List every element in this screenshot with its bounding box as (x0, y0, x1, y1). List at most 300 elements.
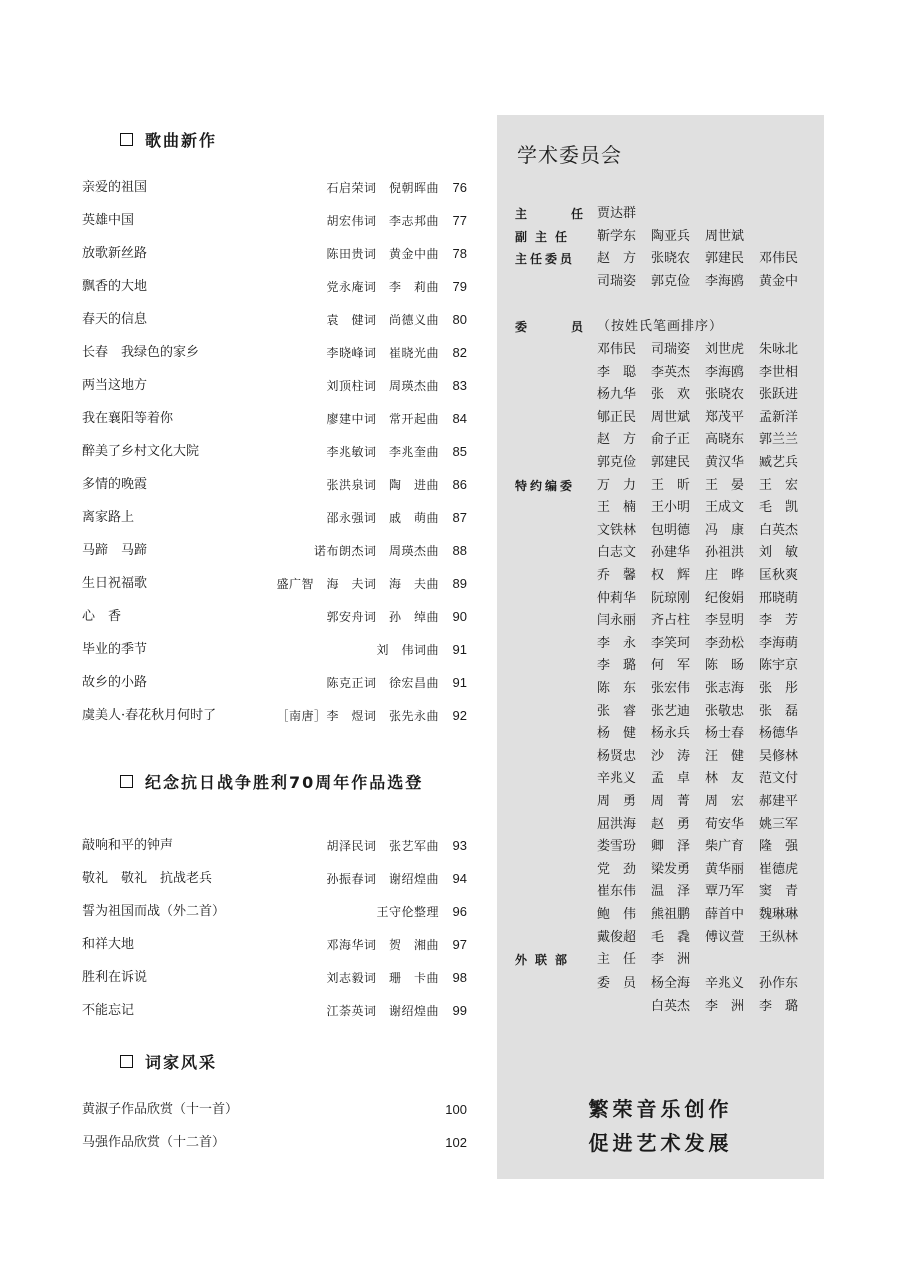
toc-entry-title: 心 香 (82, 609, 122, 624)
member-name: 郭建民 (651, 455, 691, 470)
committee-row (515, 362, 815, 384)
toc-entry[interactable] (82, 178, 467, 198)
member-name: 汪 健 (705, 748, 745, 764)
committee-row (515, 746, 815, 768)
toc-entry-page: 92 (452, 708, 467, 723)
member-name: 鲍 伟 (597, 907, 637, 922)
member-name: 杨全海 (651, 976, 691, 991)
member-name: 杨德华 (759, 726, 799, 742)
member-name: 张艺迪 (651, 703, 691, 719)
member-name: 王成文 (705, 500, 745, 516)
toc-entry-title: 生日祝福歌 (82, 576, 148, 591)
committee-row (515, 633, 815, 655)
committee-names (597, 814, 813, 836)
toc-entry[interactable] (82, 244, 467, 264)
member-name: 包明德 (651, 522, 691, 538)
toc-entry[interactable] (82, 869, 467, 889)
member-name: 杨九华 (597, 387, 637, 403)
member-name: 赵 方 (597, 251, 637, 266)
member-name: 张志海 (705, 681, 745, 696)
toc-entry-page: 78 (452, 246, 467, 261)
committee-row (515, 271, 815, 293)
member-name: 高晓东 (705, 432, 745, 448)
committee-role: 特约编委 (515, 478, 576, 493)
committee-row (515, 791, 815, 813)
member-name: 黄华丽 (705, 861, 745, 877)
committee-names (597, 746, 813, 768)
toc-entry-title: 放歌新丝路 (82, 246, 148, 261)
toc-entry-page: 100 (445, 1102, 467, 1117)
toc-entry-credit: 胡泽民词 张艺军曲 (326, 839, 439, 853)
member-name: 匡秋爽 (759, 568, 799, 583)
toc-entry-page: 89 (452, 576, 467, 591)
committee-names (597, 362, 813, 384)
member-name: 张 磊 (759, 703, 799, 719)
committee-names (597, 881, 813, 903)
committee-row (515, 226, 815, 248)
committee-names (597, 452, 813, 474)
committee-names (597, 384, 813, 406)
member-name: 郇正民 (597, 409, 637, 425)
committee-row (515, 927, 815, 949)
member-name: 杨贤忠 (597, 748, 637, 764)
member-name: 邓伟民 (597, 342, 637, 357)
member-name: 白英杰 (759, 522, 799, 538)
member-name: 杨 健 (597, 726, 637, 742)
toc-entry[interactable] (82, 968, 467, 988)
member-name: 李昱明 (705, 613, 745, 629)
committee-row (515, 384, 815, 406)
member-name: 李 聪 (597, 364, 637, 380)
toc-entry[interactable] (82, 902, 467, 922)
toc-entry-page: 88 (452, 543, 467, 558)
toc-entry-page: 99 (452, 1003, 467, 1018)
member-name: 崔东伟 (597, 884, 637, 900)
member-name: 孟 卓 (651, 771, 691, 787)
member-name: 杨永兵 (651, 726, 691, 742)
member-name: 郭建民 (705, 251, 745, 266)
member-name: 委 员 (597, 976, 637, 991)
committee-names (597, 791, 813, 813)
member-name: 冯 康 (705, 522, 745, 538)
member-name: 周 菁 (651, 794, 691, 809)
committee-row (515, 859, 815, 881)
toc-entry-credit: 王守伦整理 (376, 905, 439, 919)
committee-row (515, 203, 815, 225)
member-name: 魏琳琳 (759, 907, 799, 922)
member-name: 王 宏 (759, 477, 799, 493)
member-name: 臧艺兵 (759, 455, 799, 470)
toc-entry-page: 90 (452, 609, 467, 624)
section-heading-text: 词家风采 (145, 1053, 218, 1072)
committee-row (515, 996, 815, 1018)
member-name: 刘世虎 (705, 342, 745, 357)
member-name: 主 任 (597, 952, 637, 968)
member-name: 齐占柱 (651, 613, 691, 629)
member-name: 朱咏北 (759, 342, 799, 357)
member-name: 陶亚兵 (651, 228, 691, 244)
committee-names (597, 542, 813, 564)
toc-entry-title: 胜利在诉说 (82, 970, 148, 985)
committee-row (515, 316, 815, 338)
toc-entry-credit: 刘顶柱词 周瑛杰曲 (326, 379, 439, 393)
member-name: 贾达群 (597, 206, 637, 221)
committee-title: 学术委员会 (517, 143, 622, 167)
member-name: 傅议萱 (705, 929, 745, 945)
checkbox-square-icon (120, 1055, 133, 1068)
toc-entry[interactable] (82, 706, 467, 726)
toc-entry-page: 76 (452, 180, 467, 195)
committee-names (597, 768, 813, 790)
member-name: 辛兆义 (705, 976, 745, 991)
member-name: 闫永丽 (597, 613, 637, 629)
member-name: 毛 毳 (651, 929, 691, 945)
toc-entry[interactable] (82, 1100, 467, 1120)
committee-row (515, 904, 815, 926)
member-name: 荀安华 (705, 816, 745, 832)
committee-row (515, 339, 815, 361)
member-name: 周世斌 (705, 228, 745, 244)
member-name: 党 劲 (597, 861, 637, 877)
committee-names (597, 407, 813, 429)
member-name: 李英杰 (651, 364, 691, 380)
committee-row (515, 497, 815, 519)
toc-entry[interactable] (82, 607, 467, 627)
toc-entry[interactable] (82, 673, 467, 693)
committee-names (597, 973, 813, 995)
toc-entry[interactable] (82, 508, 467, 528)
member-name: 李笑珂 (651, 635, 691, 651)
toc-entry-page: 96 (452, 904, 467, 919)
member-name: 孟新洋 (759, 409, 799, 425)
committee-names (597, 655, 813, 677)
toc-entry[interactable] (82, 836, 467, 856)
toc-entry[interactable] (82, 935, 467, 955)
member-name: 沙 涛 (651, 748, 691, 764)
toc-entry-title: 长春 我绿色的家乡 (82, 345, 200, 360)
committee-names (597, 520, 813, 542)
member-name: 王小明 (651, 500, 691, 516)
toc-entry-credit: 李兆敏词 李兆奎曲 (326, 445, 439, 459)
member-name: 郝建平 (759, 794, 799, 809)
member-name: 李劲松 (705, 635, 745, 651)
toc-entry-credit: 廖建中词 常开起曲 (326, 412, 439, 426)
member-name: 孙作东 (759, 976, 799, 991)
toc-entry[interactable] (82, 310, 467, 330)
toc-entry[interactable] (82, 409, 467, 429)
committee-role: 副主任 (515, 229, 576, 244)
toc-entry-title: 不能忘记 (82, 1003, 135, 1018)
committee-names (597, 429, 813, 451)
committee-names (597, 927, 813, 949)
member-name: 覃乃军 (705, 884, 745, 900)
section-heading-text: 纪念抗日战争胜利70周年作品选登 (145, 773, 424, 792)
member-name: 王 晏 (705, 477, 745, 493)
committee-row (515, 520, 815, 542)
member-name: 张 彤 (759, 681, 799, 696)
member-name: 赵 方 (597, 432, 637, 448)
committee-names (597, 497, 813, 519)
member-name: 张跃进 (759, 387, 799, 403)
member-name: 庄 晔 (705, 568, 745, 583)
committee-names (597, 565, 813, 587)
committee-row (515, 701, 815, 723)
member-name: 孙祖洪 (705, 545, 745, 561)
committee-names (597, 271, 813, 293)
member-name: 白志文 (597, 545, 637, 561)
member-name: 梁发勇 (651, 861, 691, 877)
committee-names (597, 339, 813, 361)
toc-entry-page: 87 (452, 510, 467, 525)
toc-entry-credit: ［南唐］李 煜词 张先永曲 (276, 709, 439, 723)
member-name: 邢晓萌 (759, 590, 799, 606)
section-heading (120, 770, 423, 793)
member-name: 俞子正 (651, 432, 691, 448)
committee-row (515, 542, 815, 564)
toc-entry-page: 85 (452, 444, 467, 459)
committee-names (597, 203, 651, 225)
member-name: 阮琼刚 (651, 590, 691, 606)
member-name: 李海鸥 (705, 364, 745, 380)
committee-row (515, 407, 815, 429)
section-heading-text: 歌曲新作 (145, 131, 218, 150)
toc-entry-credit: 张洪泉词 陶 进曲 (326, 478, 439, 492)
member-name: 薛首中 (705, 907, 745, 922)
toc-entry[interactable] (82, 574, 467, 594)
member-name: 权 辉 (651, 568, 691, 583)
toc-entry-credit: 孙振春词 谢绍煌曲 (326, 872, 439, 886)
member-name: 文铁林 (597, 522, 637, 538)
member-name: 乔 馨 (597, 568, 637, 583)
member-name: 仲莉华 (597, 590, 637, 606)
toc-entry[interactable] (82, 541, 467, 561)
toc-entry-title: 故乡的小路 (82, 675, 148, 690)
member-name: 李 永 (597, 635, 637, 651)
toc-entry[interactable] (82, 1133, 467, 1153)
member-name: 李世相 (759, 364, 799, 380)
member-name: 陈 东 (597, 681, 637, 696)
toc-entry-credit: 盛广智 海 夫词 海 夫曲 (276, 577, 439, 591)
member-name: 杨士春 (705, 726, 745, 742)
committee-row (515, 429, 815, 451)
member-name: 吴修林 (759, 748, 799, 764)
committee-row (515, 973, 815, 995)
committee-names (597, 859, 813, 881)
toc-entry-page: 91 (452, 642, 467, 657)
committee-row (515, 588, 815, 610)
member-name: 邓伟民 (759, 251, 799, 266)
toc-entry-credit: 李晓峰词 崔晓光曲 (326, 346, 439, 360)
toc-entry[interactable] (82, 277, 467, 297)
committee-row (515, 655, 815, 677)
committee-row (515, 452, 815, 474)
toc-entry-credit: 刘 伟词曲 (376, 643, 439, 657)
committee-row (515, 768, 815, 790)
committee-names (597, 949, 705, 971)
toc-entry-page: 77 (452, 213, 467, 228)
member-name: 王 昕 (651, 477, 691, 493)
toc-entry-title: 马蹄 马蹄 (82, 543, 148, 558)
member-name: 郑茂平 (705, 409, 745, 425)
committee-role: 主 任 (515, 207, 583, 221)
committee-role: 外联部 (515, 953, 576, 968)
member-name (597, 996, 651, 1018)
member-name: 李 芳 (759, 613, 799, 629)
committee-row (515, 565, 815, 587)
member-name: 李 璐 (759, 998, 799, 1014)
committee-names (597, 723, 813, 745)
toc-entry-title: 马强作品欣赏（十二首） (82, 1135, 226, 1150)
member-name: 郭克俭 (597, 455, 637, 470)
committee-names (597, 475, 813, 497)
committee-role: 委 员 (515, 320, 583, 334)
member-name: 何 军 (651, 658, 691, 674)
member-name: 张敬忠 (705, 703, 745, 719)
toc-entry-title: 誓为祖国而战（外二首） (82, 904, 226, 919)
member-name: 陈 旸 (705, 658, 745, 674)
section-heading (120, 128, 217, 151)
committee-names (597, 588, 813, 610)
toc-entry-page: 102 (445, 1135, 467, 1150)
committee-names (597, 226, 759, 248)
member-name: 孙建华 (651, 545, 691, 561)
member-name: 柴广育 (705, 839, 745, 855)
committee-names (597, 996, 813, 1018)
committee-row (515, 678, 815, 700)
toc-entry-title: 多情的晚霞 (82, 477, 148, 492)
toc-entry-page: 97 (452, 937, 467, 952)
toc-entry[interactable] (82, 1001, 467, 1021)
toc-entry-page: 83 (452, 378, 467, 393)
section-heading (120, 1050, 217, 1073)
toc-entry-credit: 江荼英词 谢绍煌曲 (326, 1004, 439, 1018)
checkbox-square-icon (120, 775, 133, 788)
member-name: 温 泽 (651, 884, 691, 900)
toc-entry-title: 飘香的大地 (82, 279, 148, 294)
toc-entry-credit: 刘志毅词 珊 卡曲 (326, 971, 439, 985)
committee-role: 主任委员 (515, 252, 576, 266)
committee-names (597, 904, 813, 926)
toc-entry-title: 和祥大地 (82, 937, 135, 952)
toc-entry-credit: 胡宏伟词 李志邦曲 (326, 214, 439, 228)
toc-entry-page: 80 (452, 312, 467, 327)
member-name: 崔德虎 (759, 861, 799, 877)
toc-entry-page: 86 (452, 477, 467, 492)
member-name: 范文付 (759, 771, 799, 787)
toc-entry-credit: 陈克正词 徐宏昌曲 (326, 676, 439, 690)
member-name: 司瑞姿 (597, 273, 637, 289)
member-name: 白英杰 (651, 998, 691, 1014)
committee-row (515, 610, 815, 632)
toc-entry-credit: 党永庵词 李 莉曲 (326, 280, 439, 294)
member-name: 王纵林 (759, 929, 799, 945)
member-name: 黄金中 (759, 273, 799, 289)
toc-entry[interactable] (82, 442, 467, 462)
toc-entry[interactable] (82, 475, 467, 495)
toc-entry[interactable] (82, 640, 467, 660)
toc-entry-credit: 诺布朗杰词 周瑛杰曲 (313, 544, 439, 558)
committee-names (597, 836, 813, 858)
slogan-line-2: 促进艺术发展 (588, 1131, 733, 1155)
member-name: 司瑞姿 (651, 342, 691, 357)
committee-panel (497, 115, 824, 1179)
member-name: 姚三军 (759, 816, 799, 832)
member-name: 张宏伟 (651, 681, 691, 696)
committee-row (515, 881, 815, 903)
toc-entry-title: 离家路上 (82, 510, 135, 525)
toc-entry-title: 黄淑子作品欣赏（十一首） (82, 1102, 239, 1117)
checkbox-square-icon (120, 133, 133, 146)
member-name: 王 楠 (597, 500, 637, 516)
member-name: 李 璐 (597, 658, 637, 674)
toc-entry-page: 93 (452, 838, 467, 853)
toc-entry-credit: 陈田贵词 黄金中曲 (326, 247, 439, 261)
member-name: 李海萌 (759, 635, 799, 651)
member-name: 熊祖鹏 (651, 907, 691, 922)
member-name: 纪俊娟 (705, 590, 745, 606)
committee-names (597, 701, 813, 723)
member-name: 万 力 (597, 477, 637, 493)
member-name: 李海鸥 (705, 273, 745, 289)
member-name: 周 宏 (705, 794, 745, 809)
toc-entry[interactable] (82, 211, 467, 231)
toc-entry-title: 毕业的季节 (82, 642, 148, 657)
committee-note: （按姓氏笔画排序） (597, 319, 724, 334)
member-name: 赵 勇 (651, 816, 691, 832)
committee-names (597, 248, 813, 270)
toc-entry-credit: 邓海华词 贺 湘曲 (326, 938, 439, 952)
member-name: 李 洲 (651, 952, 691, 968)
member-name: 毛 凯 (759, 500, 799, 516)
toc-entry-credit: 邵永强词 戚 萌曲 (326, 511, 439, 525)
committee-row (515, 836, 815, 858)
slogan-line-1: 繁荣音乐创作 (588, 1097, 733, 1121)
toc-entry-page: 82 (452, 345, 467, 360)
toc-entry-page: 91 (452, 675, 467, 690)
member-name: 辛兆义 (597, 771, 637, 787)
toc-entry-title: 春天的信息 (82, 312, 148, 327)
toc-entry-title: 敬礼 敬礼 抗战老兵 (82, 871, 213, 886)
member-name: 隆 强 (759, 839, 799, 855)
toc-entry-credit: 石启荣词 倪朝晖曲 (326, 181, 439, 195)
toc-entry-title: 我在襄阳等着你 (82, 411, 174, 426)
toc-entry-title: 亲爱的祖国 (82, 180, 148, 195)
committee-row (515, 248, 815, 270)
toc-entry-title: 英雄中国 (82, 213, 135, 228)
committee-row (515, 814, 815, 836)
toc-entry[interactable] (82, 343, 467, 363)
member-name: 张 欢 (651, 387, 691, 403)
member-name: 张晓农 (651, 251, 691, 266)
committee-row (515, 723, 815, 745)
toc-entry-credit: 袁 健词 尚德义曲 (326, 313, 439, 327)
toc-entry-title: 敲响和平的钟声 (82, 838, 174, 853)
member-name: 窦 青 (759, 884, 799, 900)
toc-entry-page: 94 (452, 871, 467, 886)
toc-entry-title: 醉美了乡村文化大院 (82, 444, 200, 459)
member-name: 屈洪海 (597, 816, 637, 832)
member-name: 周 勇 (597, 794, 637, 809)
member-name: 郭克俭 (651, 273, 691, 289)
member-name: 黄汉华 (705, 455, 745, 470)
member-name: 张晓农 (705, 387, 745, 403)
toc-entry-page: 79 (452, 279, 467, 294)
committee-row (515, 475, 815, 497)
member-name: 郭兰兰 (759, 432, 799, 448)
member-name: 张 睿 (597, 703, 637, 719)
toc-entry[interactable] (82, 376, 467, 396)
member-name: 李 洲 (705, 998, 745, 1014)
